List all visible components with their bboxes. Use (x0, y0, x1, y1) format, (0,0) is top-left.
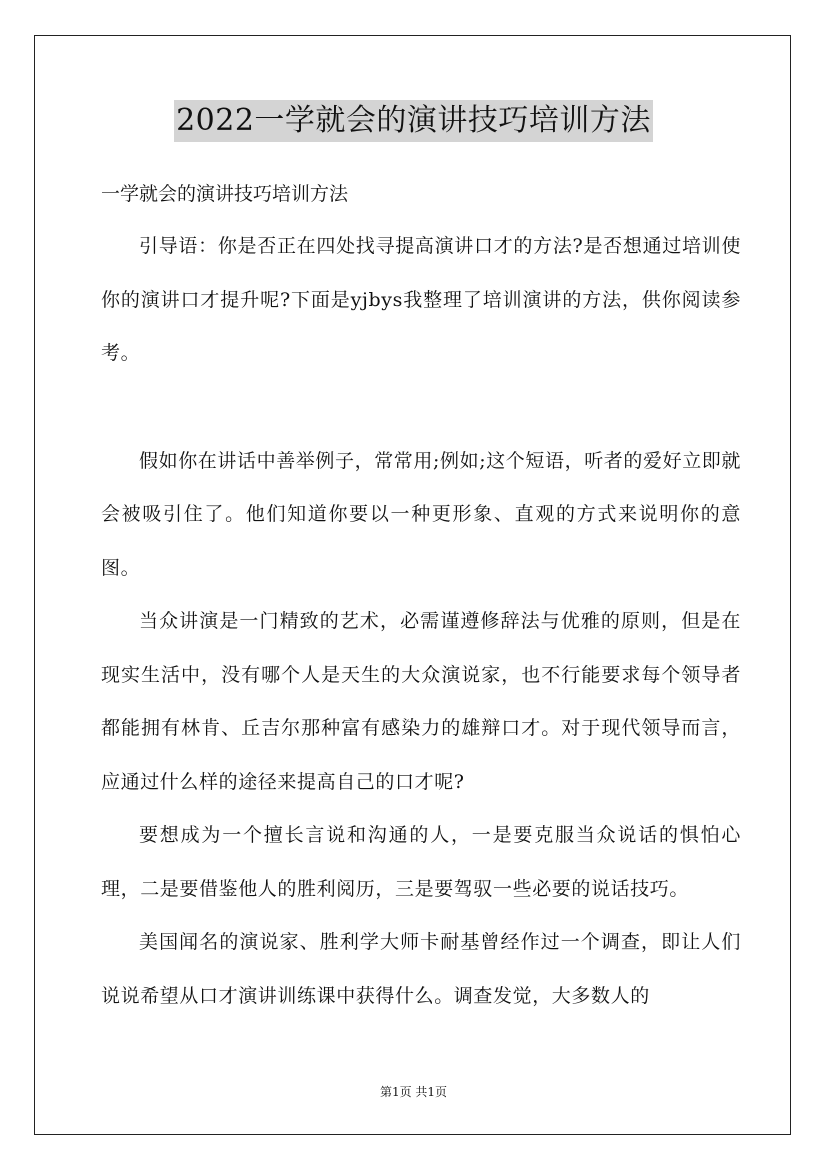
paragraph: 假如你在讲话中善举例子，常常用;例如;这个短语，听者的爱好立即就会被吸引住了。他们知道你要以一种更形象、直观的方式来说明你的意图。 (101, 449, 742, 579)
paragraph: 美国闻名的演说家、胜利学大师卡耐基曾经作过一个调查，即让人们说说希望从口才演讲训练课中获得什么。调查发觉，大多数人的 (101, 931, 741, 1007)
page-footer: 第1页 共1页 (379, 1085, 448, 1099)
document-body (101, 172, 741, 1023)
paragraph-spacer (101, 381, 741, 435)
paragraph-intro: 引导语：你是否正在四处找寻提高演讲口才的方法?是否想通过培训使你的演讲口才提升呢?下面是yjbys我整理了培训演讲的方法，供你阅读参考。 (101, 235, 741, 364)
document-subtitle: 一学就会的演讲技巧培训方法 (101, 183, 349, 205)
title-container (0, 100, 827, 142)
document-title: 2022一学就会的演讲技巧培训方法 (174, 100, 653, 142)
paragraph: 要想成为一个擅长言说和沟通的人，一是要克服当众说话的惧怕心理，二是要借鉴他人的胜利阅历，三是要驾驭一些必要的说话技巧。 (101, 824, 741, 900)
paragraph: 当众讲演是一门精致的艺术，必需谨遵修辞法与优雅的原则，但是在现实生活中，没有哪个人是天生的大众演说家，也不行能要求每个领导者都能拥有林肯、丘吉尔那种富有感染力的雄辩口才。对于现代领导而言，应通过什么样的途径来提高自己的口才呢? (101, 610, 741, 793)
